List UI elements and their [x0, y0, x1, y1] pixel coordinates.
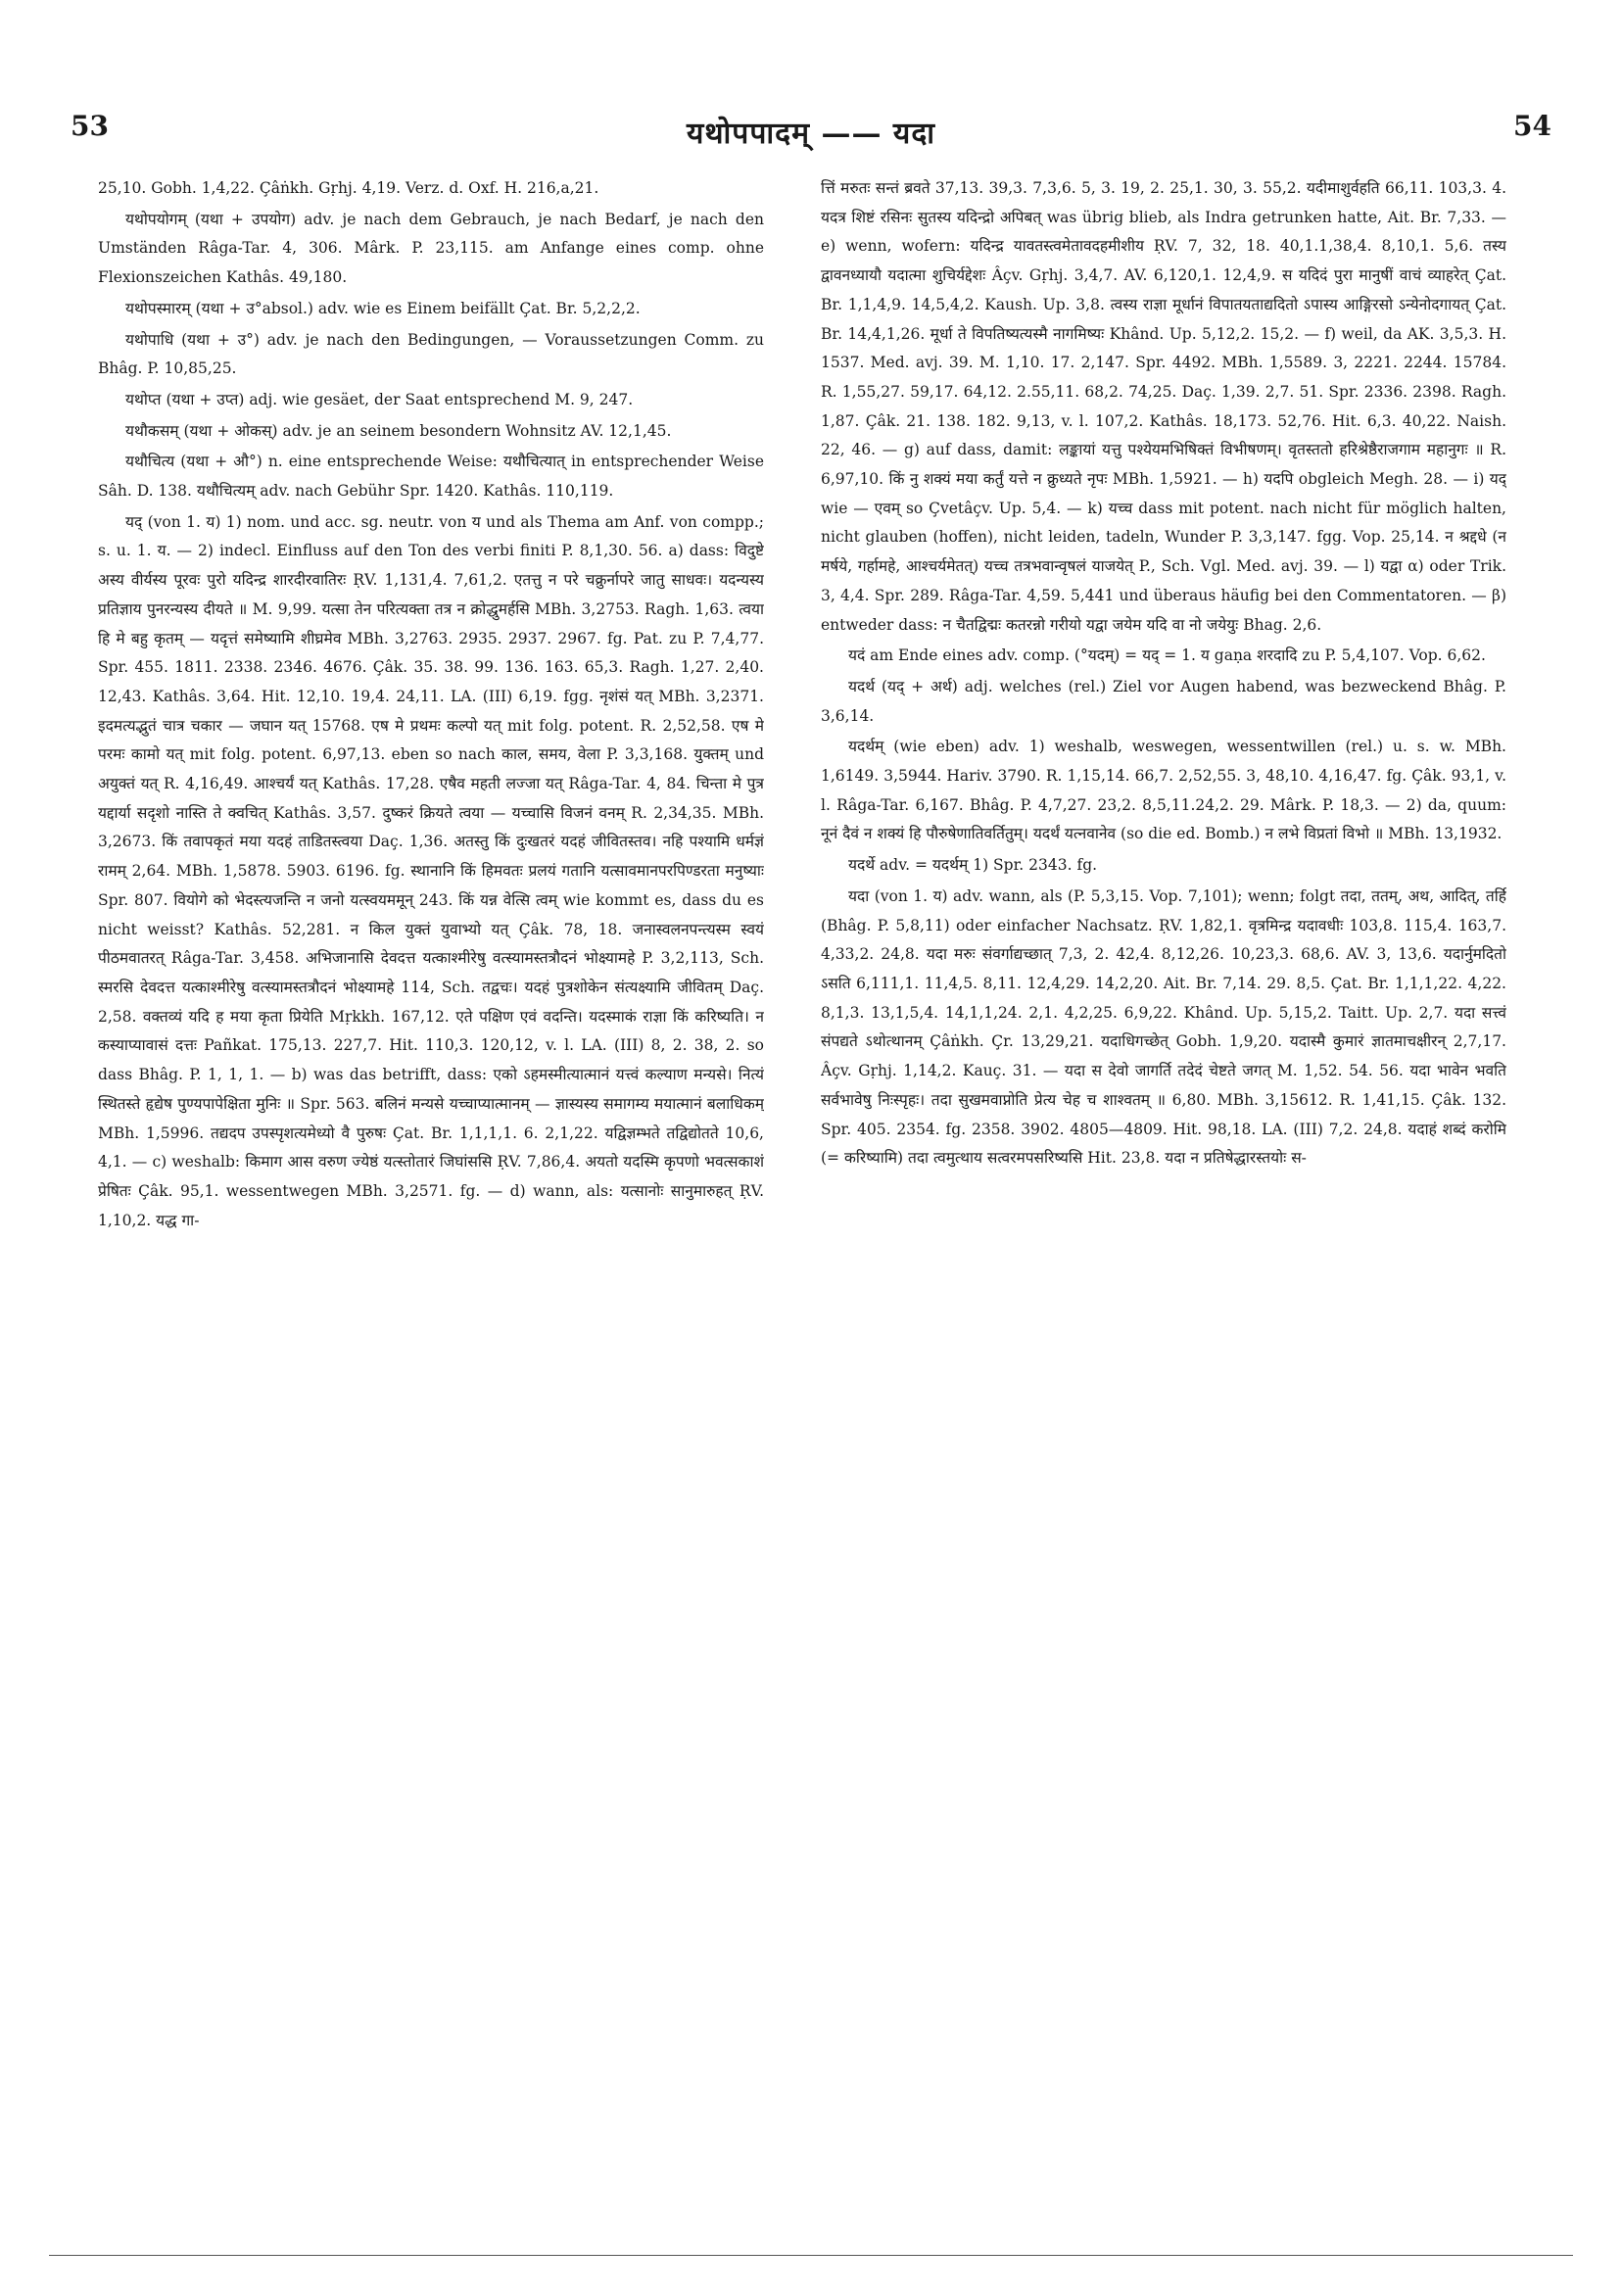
- dictionary-entry: यदा (von 1. य) adv. wann, als (P. 5,3,15. Vop. 7,101); wenn; folgt तदा, ततम्, अथ, आदित्, तर्हि (Bhâg. P. 5,8,11) oder einfacher Nachsatz. ṚV. 1,82,1. वृत्रमिन्द्र यदावधीः 103,8. 115,4. 163,7. 4,33,2. 24,8. यदा मरुः संवर्गाद्यच्छात् 7,3, 2. 42,4. 8,12,26. 10,23,3. 68,6. AV. 3, 13,6. यदार्नुमदितो ऽसति 6,111,1. 11,4,5. 8,11. 12,4,29. 14,2,20. Ait. Br. 7,14. 29. 8,5. Çat. Br. 1,1,1,22. 4,22. 8,1,3. 13,1,5,4. 14,1,1,24. 2,1. 4,2,25. 6,9,22. Khând. Up. 5,15,2. Taitt. Up. 2,7. यदा सत्त्वं संपद्यते ऽथोत्थानम् Çâṅkh. Çr. 13,29,21. यदाधिगच्छेत् Gobh. 1,9,20. यदास्मै कुमारं ज्ञातमाचक्षीरन् 2,7,17. Âçv. Gṛhj. 1,14,2. Kauç. 31. — यदा स देवो जागर्ति तदेदं चेष्टते जगत् M. 1,52. 54. 56. यदा भावेन भवति सर्वभावेषु निःस्पृहः। तदा सुखमवाप्नोति प्रेत्य चेह च शाश्वतम् ॥ 6,80. MBh. 3,15612. R. 1,41,15. Çâk. 132. Spr. 405. 2354. fg. 2358. 3902. 4805—4809. Hit. 98,18. LA. (III) 7,2. 24,8. यदाहं शब्दं करोमि (= करिष्यामि) तदा त्वमुत्थाय सत्वरमपसरिष्यसि Hit. 23,8. यदा न प्रतिषेद्धारस्तयोः स-: [821, 886, 1506, 1168]
- page-number-right: 54: [1513, 110, 1551, 142]
- dictionary-entry: यथोपाधि (यथा + उ°) adv. je nach den Bedingungen, — Voraussetzungen Comm. zu Bhâg. P. 10,85,25.: [98, 330, 764, 378]
- dictionary-entry: यथोपयोगम् (यथा + उपयोग) adv. je nach dem Gebrauch, je nach Bedarf, je nach den Umständen Râga-Tar. 4, 306. Mârk. P. 23,115. am Anfange eines comp. ohne Flexionszeichen Kathâs. 49,180.: [98, 210, 764, 287]
- left-column: [98, 174, 764, 2241]
- dictionary-entry: यदर्थ (यद् + अर्थ) adj. welches (rel.) Ziel vor Augen habend, was bezweckend Bhâg. P. 3,6,14.: [821, 677, 1506, 725]
- page-number-left: 53: [71, 110, 109, 142]
- dictionary-entry: यथोपस्मारम् (यथा + उ°absol.) adv. wie es Einem beifällt Çat. Br. 5,2,2,2.: [125, 299, 641, 317]
- dictionary-entry: 25,10. Gobh. 1,4,22. Çâṅkh. Gṛhj. 4,19. Verz. d. Oxf. H. 216,a,21.: [98, 179, 599, 197]
- dictionary-entry: यदर्थम् (wie eben) adv. 1) weshalb, weswegen, wessentwillen (rel.) u. s. w. MBh. 1,6149. 3,5944. Hariv. 3790. R. 1,15,14. 66,7. 2,52,55. 3, 48,10. 4,16,47. fg. Çâk. 93,1, v. l. Râga-Tar. 6,167. Bhâg. P. 4,7,27. 23,2. 8,5,11.24,2. 29. Mârk. P. 18,3. — 2) da, quum: नूनं दैवं न शक्यं हि पौरुषेणातिवर्तितुम्। यदर्थं यत्नवानेव (so die ed. Bomb.) न लभे विप्रतां विभो ॥ MBh. 13,1932.: [821, 738, 1506, 843]
- dictionary-entry: यथोप्त (यथा + उप्त) adj. wie gesäet, der Saat entsprechend M. 9, 247.: [125, 390, 634, 408]
- dictionary-entry: त्तिं मरुतः सन्तं ब्रवते 37,13. 39,3. 7,3,6. 5, 3. 19, 2. 25,1. 30, 3. 55,2. यदीमाशुर्वहति 66,11. 103,3. 4. यदत्र शिष्टं रसिनः सुतस्य यदिन्द्रो अपिबत् was übrig blieb, als Indra getrunken hatte, Ait. Br. 7,33. — e) wenn, wofern: यदिन्द्र यावतस्त्वमेतावदहमीशीय ṚV. 7, 32, 18. 40,1.1,38,4. 8,10,1. 5,6. तस्य द्वावनध्यायौ यदात्मा शुचिर्यद्देशः Âçv. Gṛhj. 3,4,7. AV. 6,120,1. 12,4,9. स यदिदं पुरा मानुषीं वाचं व्याहरेत् Çat. Br. 1,1,4,9. 14,5,4,2. Kaush. Up. 3,8. त्वस्य राज्ञा मूर्धानं विपातयताद्यदितो ऽपास्य आङ्गिरसो ऽन्येनोदगायत् Çat. Br. 14,4,1,26. मूर्धा ते विपतिष्यत्यस्मै नागमिष्यः Khând. Up. 5,12,2. 15,2. — f) weil, da AK. 3,5,3. H. 1537. Med. avj. 39. M. 1,10. 17. 2,147. Spr. 4492. MBh. 1,5589. 3, 2221. 2244. 15784. R. 1,55,27. 59,17. 64,12. 2.55,11. 68,2. 74,25. Daç. 1,39. 2,7. 51. Spr. 2336. 2398. Ragh. 1,87. Çâk. 21. 138. 182. 9,13, v. l. 107,2. Kathâs. 18,173. 52,76. Hit. 6,3. 40,22. Naish. 22, 46. — g) auf dass, damit: लङ्कायां यत्तु पश्येयमभिषिक्तं विभीषणम्। वृतस्ततो हरिश्रेष्ठैराजगाम महानुगः ॥ R. 6,97,10. किं नु शक्यं मया कर्तुं यत्ते न क्रुध्यते नृपः MBh. 1,5921. — h) यदपि obgleich Megh. 28. — i) यद् wie — एवम् so Çvetâçv. Up. 5,4. — k) यच्च dass mit potent. nach nicht für möglich halten, nicht glauben (hoffen), nicht leiden, tadeln, Wunder P. 3,3,147. fgg. Vop. 25,14. न श्रद्दधे (न मर्षये, गर्हामहे, आश्चर्यमेतत्) यच्च तत्रभवान्वृषलं याजयेत् P., Sch. Vgl. Med. avj. 39. — l) यद्वा α) oder Trik. 3, 4,4. Spr. 289. Râga-Tar. 4,59. 5,441 und überaus häufig bei den Commentatoren. — β) entweder dass: न चैतद्विद्मः कतरन्नो गरीयो यद्वा जयेम यदि वा नो जयेयुः Bhag. 2,6.: [821, 179, 1506, 634]
- dictionary-entry: यदं am Ende eines adv. comp. (°यदम्) = यद् = 1. य gaṇa शरदादि zu P. 5,4,107. Vop. 6,62.: [848, 646, 1486, 665]
- dictionary-entry: यद् (von 1. य) 1) nom. und acc. sg. neutr. von य und als Thema am Anf. von compp.; s. u. 1. य. — 2) indecl. Einfluss auf den Ton des verbi finiti P. 8,1,30. 56. a) dass: विदुष्टे अस्य वीर्यस्य पूरवः पुरो यदिन्द्र शारदीरवातिरः ṚV. 1,131,4. 7,61,2. एतत्तु न परे चक्रुर्नापरे जातु साधवः। यदन्यस्य प्रतिज्ञाय पुनरन्यस्य दीयते ॥ M. 9,99. यत्सा तेन परित्यक्ता तत्र न क्रोद्धुमर्हसि MBh. 3,2753. Ragh. 1,63. त्वया हि मे बहु कृतम् — यदृत्तं समेष्यामि शीघ्रमेव MBh. 3,2763. 2935. 2937. 2967. fg. Pat. zu P. 7,4,77. Spr. 455. 1811. 2338. 2346. 4676. Çâk. 35. 38. 99. 136. 163. 65,3. Ragh. 1,27. 2,40. 12,43. Kathâs. 3,64. Hit. 12,10. 19,4. 24,11. LA. (III) 6,19. fgg. नृशंसं यत् MBh. 3,2371. इदमत्यद्भुतं चात्र चकार — जघान यत् 15768. एष मे प्रथमः कल्पो यत् mit folg. potent. R. 2,52,58. एष मे परमः कामो यत् mit folg. potent. 6,97,13. eben so nach काल, समय, वेला P. 3,3,168. युक्तम् und अयुक्तं यत् R. 4,16,49. आश्चर्यं यत् Kathâs. 17,28. एषैव महती लज्जा यत् Râga-Tar. 4, 84. चिन्ता मे पुत्र यद्दार्या सदृशो नास्ति ते क्वचित् Kathâs. 3,57. दुष्करं क्रियते त्वया — यच्चासि विजनं वनम् R. 2,34,35. MBh. 3,2673. किं तवापकृतं मया यदहं ताडितस्त्वया Daç. 1,36. अतस्तु किं दुःखतरं यदहं जीवितस्तव। नहि पश्यामि धर्मज्ञं रामम् 2,64. MBh. 1,5878. 5903. 6196. fg. स्थानानि किं हिमवतः प्रलयं गतानि यत्सावमानपरपिण्डरता मनुष्याः Spr. 807. वियोगे को भेदस्त्यजन्ति न जनो यत्स्वयममून् 243. किं यन्न वेत्सि त्वम् wie kommt es, dass du es nicht weisst? Kathâs. 52,281. न किल युक्तं युवाभ्यो यत् Çâk. 78, 18. जनास्वलनपन्त्यस्म स्वयं पीठमवातरत् Râga-Tar. 3,458. अभिजानासि देवदत्त यत्काश्मीरेषु वत्स्यामस्तत्रौदनं भोक्ष्यामहे P. 3,2,113, Sch. स्मरसि देवदत्त यत्काश्मीरेषु वत्स्यामस्तत्रौदनं भोक्ष्यामहे 114, Sch. तद्वचः। यदहं पुत्रशोकेन संत्यक्ष्यामि जीवितम् Daç. 2,58. वक्तव्यं यदि ह मया कृता प्रियेति Mṛkkh. 167,12. एते पक्षिण एवं वदन्ति। यदस्माकं राज्ञा किं करिष्यति। न कस्याप्यावासं दत्तः Pañkat. 175,13. 227,7. Hit. 110,3. 120,12, v. l. LA. (III) 8, 2. 38, 2. so dass Bhâg. P. 1, 1, 1. — b) was das betrifft, dass: एको ऽहमस्मीत्यात्मानं यत्त्वं कल्याण मन्यसे। नित्यं स्थितस्ते हृद्येष पुण्यपापेक्षिता मुनिः ॥ Spr. 563. बलिनं मन्यसे यच्चाप्यात्मानम् — ज्ञास्यस्य समागम्य मयात्मानं बलाधिकम् MBh. 1,5996. तद्यदप उपस्पृशत्यमेध्यो वै पुरुषः Çat. Br. 1,1,1,1. 6. 2,1,22. यद्विज्ञम्भते तद्विद्योतते 10,6, 4,1. — c) weshalb: किमाग आस वरुण ज्येष्ठं यत्स्तोतारं जिघांससि ṚV. 7,86,4. अयतो यदस्मि कृपणो भवत्सकाशं प्रेषितः Çâk. 95,1. wessentwegen MBh. 3,2571. fg. — d) wann, als: यत्सानोः सानुमारुहत् ṚV. 1,10,2. यद्ध गा-: [98, 512, 764, 1229]
- running-title: यथोपपादम् —— यदा: [686, 116, 936, 151]
- page-header: [59, 110, 1563, 153]
- dictionary-entry: यथौचित्य (यथा + औ°) n. eine entsprechende Weise: यथौचित्यात् in entsprechender Weise Sâh. D. 138. यथौचित्यम् adv. nach Gebühr Spr. 1420. Kathâs. 110,119.: [98, 453, 764, 501]
- dictionary-entry: यदर्थे adv. = यदर्थम् 1) Spr. 2343. fg.: [848, 856, 1098, 875]
- dictionary-entry: यथौकसम् (यथा + ओकस्) adv. je an seinem besondern Wohnsitz AV. 12,1,45.: [125, 421, 672, 440]
- right-column: [821, 174, 1506, 2241]
- footer-rule: [49, 2255, 1573, 2256]
